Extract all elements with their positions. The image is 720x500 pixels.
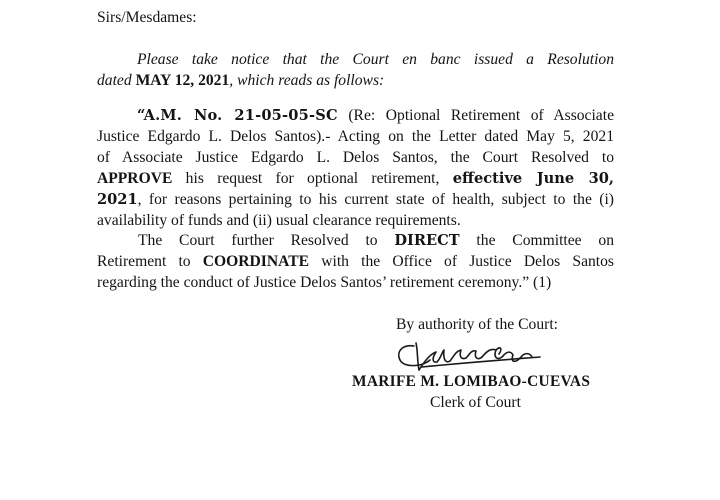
resolution-paragraph — [97, 105, 614, 231]
resolution-line: APPROVE his request for optional retirement, effective June 30, — [97, 170, 614, 187]
salutation: Sirs/Mesdames: — [97, 9, 197, 26]
notice-line-1: Please take notice that the Court en banc issued a Resolution — [137, 51, 614, 68]
directive-line: Retirement to COORDINATE with the Office of Justice Delos Santos — [97, 253, 614, 270]
resolution-date: MAY 12, 2021 — [135, 72, 230, 89]
notice-line — [97, 49, 614, 70]
resolution-line: 2021, for reasons pertaining to his current state of health, subject to the (i) — [97, 191, 614, 208]
handwritten-signature — [392, 336, 552, 376]
notice-reads: , which reads as follows: — [229, 72, 385, 89]
resolution-line: Justice Edgardo L. Delos Santos).- Acting on the Letter dated May 5, 2021 — [97, 128, 614, 145]
approve-keyword: APPROVE — [97, 170, 173, 187]
resolution-line: of Associate Justice Edgardo L. Delos Santos, the Court Resolved to — [97, 149, 614, 166]
resolution-line: “A.M. No. 21-05-05-SC (Re: Optional Retirement of Associate — [137, 107, 614, 124]
notice-line — [97, 70, 614, 91]
coordinate-keyword: COORDINATE — [202, 253, 310, 270]
directive-line: regarding the conduct of Justice Delos Santos’ retirement ceremony.” (1) — [97, 274, 552, 291]
notice-paragraph — [97, 49, 614, 91]
directive-line: The Court further Resolved to DIRECT the Committee on — [138, 232, 614, 249]
notice-dated: dated — [97, 72, 132, 89]
effective-date: effective June 30, — [452, 170, 614, 187]
signer-title: Clerk of Court — [430, 394, 521, 411]
directive-paragraph — [97, 230, 614, 293]
signer-name: MARIFE M. LOMIBAO-CUEVAS — [352, 373, 591, 390]
case-reference: “A.M. No. 21-05-05-SC — [137, 107, 338, 124]
resolution-line: availability of funds and (ii) usual clearance requirements. — [97, 212, 461, 229]
direct-keyword: DIRECT — [394, 232, 460, 249]
authority-line: By authority of the Court: — [396, 316, 558, 333]
effective-year: 2021 — [97, 191, 138, 208]
